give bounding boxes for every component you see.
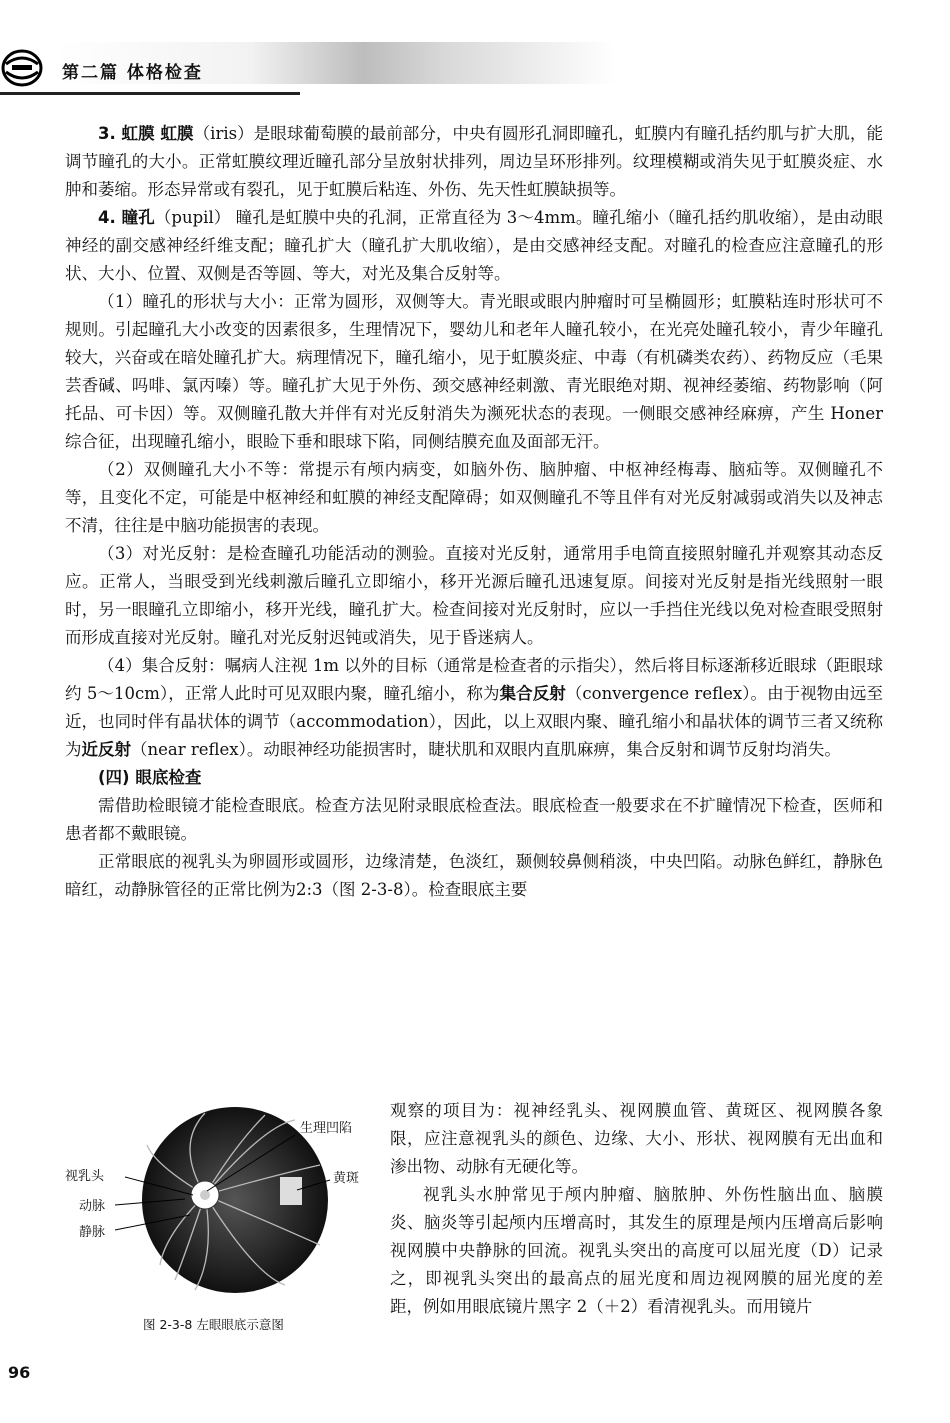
label-optic-disc: 视乳头: [65, 1169, 105, 1184]
figure-caption: 图 2-3-8 左眼眼底示意图: [143, 1317, 284, 1332]
header-rule: [0, 92, 300, 95]
section-heading-fundus: (四) 眼底检查: [98, 768, 202, 787]
paragraph-convergence: （4）集合反射：嘱病人注视 1m 以外的目标（通常是检查者的示指尖），然后将目标逐渐移近眼球（距眼球约 5～10cm），正常人此时可见双眼内聚，瞳孔缩小，称为集合反射（convergence reflex）。由于视物由远至近，也同时伴有晶状体的调节（accommodation），因此，以上双眼内聚、瞳孔缩小和晶状体的调节三者又统称为近反射（near reflex）。动眼神经功能损害时，睫状肌和双眼内直肌麻痹，集合反射和调节反射均消失。: [65, 656, 883, 759]
page-header: [0, 30, 950, 100]
paragraph-fundus-items: 观察的项目为：视神经乳头、视网膜血管、黄斑区、视网膜各象限，应注意视乳头的颜色、边缘、大小、形状、视网膜有无出血和渗出物、动脉有无硬化等。: [390, 1101, 883, 1176]
physiological-cup: [200, 1190, 210, 1200]
fundus-figure: [65, 1105, 370, 1345]
main-text: [65, 120, 883, 904]
paragraph-light-reflex: （3）对光反射：是检查瞳孔功能活动的测验。直接对光反射，通常用手电筒直接照射瞳孔并观察其动态反应。正常人，当眼受到光线刺激后瞳孔立即缩小，移开光源后瞳孔迅速复原。间接对光反射是指光线照射一眼时，另一眼瞳孔立即缩小，移开光线，瞳孔扩大。检查间接对光反射时，应以一手挡住光线以免对检查眼受照射而形成直接对光反射。瞳孔对光反射迟钝或消失，见于昏迷病人。: [65, 544, 883, 647]
label-artery: 动脉: [79, 1199, 106, 1214]
label-physiological-cup: 生理凹陷: [300, 1121, 353, 1136]
paragraph-fundus-normal: 正常眼底的视乳头为卵圆形或圆形，边缘清楚，色淡红，颞侧较鼻侧稍淡，中央凹陷。动脉色鲜红，静脉色暗红，动静脉管径的正常比例为2:3（图 2-3-8）。检查眼底主要: [65, 852, 883, 899]
paragraph-pupil-shape: （1）瞳孔的形状与大小：正常为圆形，双侧等大。青光眼或眼内肿瘤时可呈椭圆形；虹膜粘连时形状可不规则。引起瞳孔大小改变的因素很多，生理情况下，婴幼儿和老年人瞳孔较小，在光亮处瞳孔较小，青少年瞳孔较大，兴奋或在暗处瞳孔扩大。病理情况下，瞳孔缩小，见于虹膜炎症、中毒（有机磷类农药）、药物反应（毛果芸香碱、吗啡、氯丙嗪）等。瞳孔扩大见于外伤、颈交感神经刺激、青光眼绝对期、视神经萎缩、药物影响（阿托品、可卡因）等。双侧瞳孔散大并伴有对光反射消失为濒死状态的表现。一侧眼交感神经麻痹，产生 Honer 综合征，出现瞳孔缩小，眼睑下垂和眼球下陷，同侧结膜充血及面部无汗。: [65, 292, 883, 451]
macula: [280, 1177, 302, 1205]
paragraph-iris: 3. 虹膜 虹膜（iris）是眼球葡萄膜的最前部分，中央有圆形孔洞即瞳孔，虹膜内有瞳孔括约肌与扩大肌，能调节瞳孔的大小。正常虹膜纹理近瞳孔部分呈放射状排列，周边呈环形排列。纹理模糊或消失见于虹膜炎症、水肿和萎缩。形态异常或有裂孔，见于虹膜后粘连、外伤、先天性虹膜缺损等。: [65, 124, 883, 199]
side-text: [390, 1097, 883, 1321]
paragraph-pupil: 4. 瞳孔（pupil） 瞳孔是虹膜中央的孔洞，正常直径为 3～4mm。瞳孔缩小（瞳孔括约肌收缩），是由动眼神经的副交感神经纤维支配；瞳孔扩大（瞳孔扩大肌收缩），是由交感神经支配。对瞳孔的检查应注意瞳孔的形状、大小、位置、双侧是否等圆、等大，对光及集合反射等。: [65, 208, 883, 283]
section-title: 第二篇 体格检查: [62, 63, 203, 83]
heading-pupil: 4. 瞳孔: [98, 208, 155, 227]
book-logo-icon: [0, 44, 44, 88]
label-vein: 静脉: [79, 1225, 106, 1240]
heading-iris: 3. 虹膜 虹膜: [98, 124, 194, 143]
label-macula: 黄斑: [333, 1171, 360, 1186]
paragraph-fundus-intro: 需借助检眼镜才能检查眼底。检查方法见附录眼底检查法。眼底检查一般要求在不扩瞳情况下检查，医师和患者都不戴眼镜。: [65, 796, 883, 843]
page-number: 96: [8, 1363, 31, 1382]
paragraph-papilledema: 视乳头水肿常见于颅内肿瘤、脑脓肿、外伤性脑出血、脑膜炎、脑炎等引起颅内压增高时，其发生的原理是颅内压增高后影响视网膜中央静脉的回流。视乳头突出的高度可以屈光度（D）记录之，即视乳头突出的最高点的屈光度和周边视网膜的屈光度的差距，例如用眼底镜片黑字 2（＋2）看清视乳头。而用镜片: [390, 1185, 883, 1316]
paragraph-pupil-unequal: （2）双侧瞳孔大小不等：常提示有颅内病变，如脑外伤、脑肿瘤、中枢神经梅毒、脑疝等。双侧瞳孔不等，且变化不定，可能是中枢神经和虹膜的神经支配障碍；如双侧瞳孔不等且伴有对光反射减弱或消失以及神志不清，往往是中脑功能损害的表现。: [65, 460, 883, 535]
